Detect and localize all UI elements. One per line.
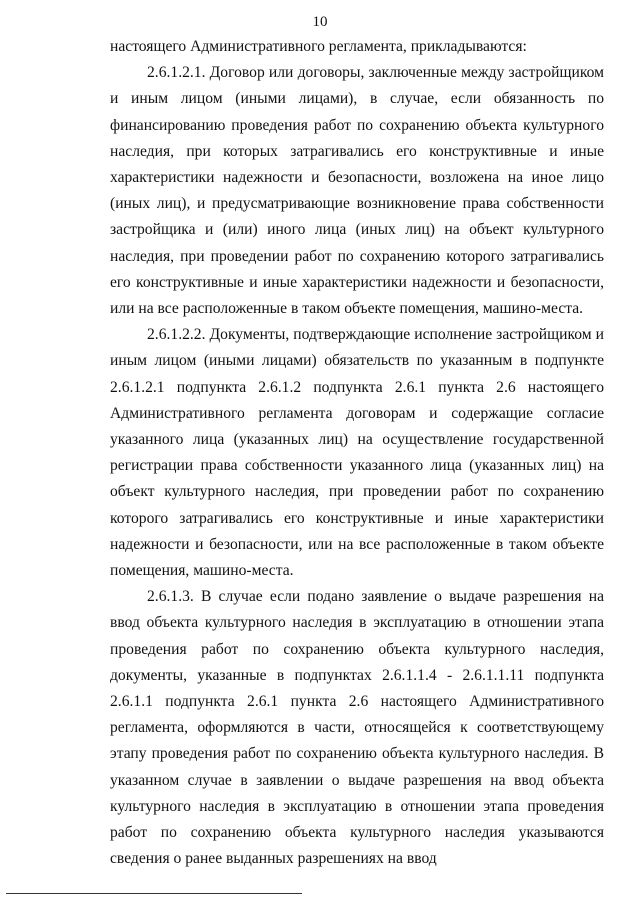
page-bottom-rule <box>6 893 302 894</box>
page-number: 10 <box>312 14 328 30</box>
paragraph-2-6-1-2-1: 2.6.1.2.1. Договор или договоры, заключенные между застройщиком и иным лицом (иными лицами), в случае, если обязанность по финансированию проведения работ по сохранению объекта культурного наследия, при которых затрагивались его конструктивные и иные характеристики надежности и безопасности, возложена на иное лицо (иных лиц), и предусматривающие возникновение права собственности застройщика и (или) иного лица (иных лиц) на объект культурного наследия, при проведении работ по сохранению которого затрагивались его конструктивные и иные характеристики надежности и безопасности, или на все расположенные в таком объекте помещения, машино-места. <box>110 64 604 318</box>
paragraph-2-6-1-3: 2.6.1.3. В случае если подано заявление о выдаче разрешения на ввод объекта культурного наследия в эксплуатацию в отношении этапа проведения работ по сохранению объекта культурного наследия, документы, указанные в подпунктах 2.6.1.1.4 - 2.6.1.1.11 подпункта 2.6.1.1 подпункта 2.6.1 пункта 2.6 настоящего Административного регламента, оформляются в части, относящейся к соответствующему этапу проведения работ по сохранению объекта культурного наследия. В указанном случае в заявлении о выдаче разрешения на ввод объекта культурного наследия в эксплуатацию в отношении этапа проведения работ по сохранению объекта культурного наследия указываются сведения о ранее выданных разрешениях на ввод <box>110 588 604 868</box>
paragraph-continuation: настоящего Административного регламента, прикладываются: <box>110 38 527 55</box>
document-body <box>110 34 604 873</box>
paragraph-2-6-1-2-2: 2.6.1.2.2. Документы, подтверждающие исполнение застройщиком и иным лицом (иными лицами) обязательств по указанным в подпункте 2.6.1.2.1 подпункта 2.6.1.2 подпункта 2.6.1 пункта 2.6 настоящего Административного регламента договорам и содержащие согласие указанного лица (указанных лиц) на осуществление государственной регистрации права собственности указанного лица (указанных лиц) на объект культурного наследия, при проведении работ по сохранению которого затрагивались его конструктивные и иные характеристики надежности и безопасности, или на все расположенные в таком объекте помещения, машино-места. <box>110 326 604 580</box>
